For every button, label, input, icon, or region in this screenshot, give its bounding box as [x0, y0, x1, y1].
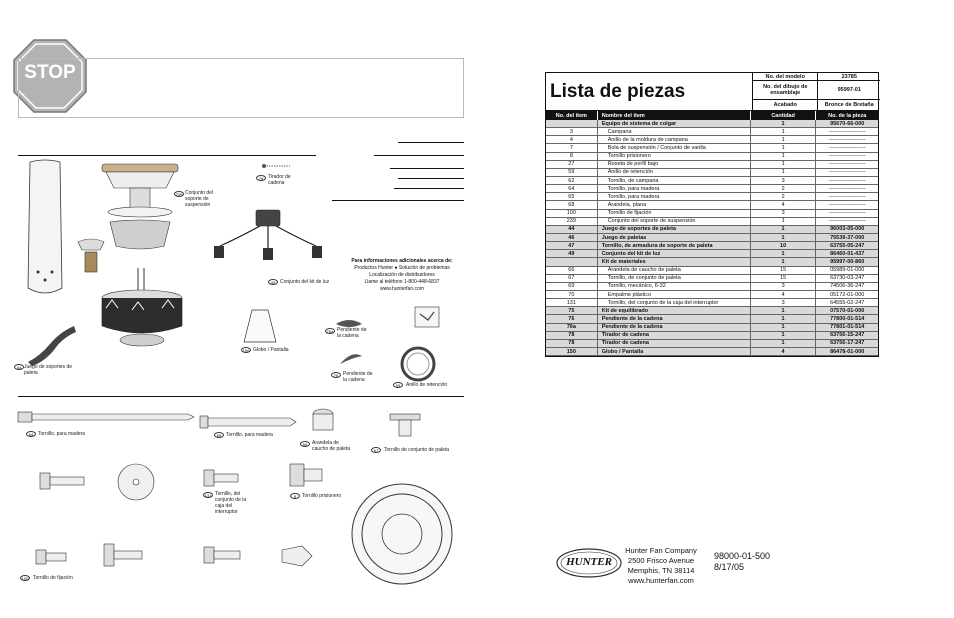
- cell-item-name: Globo / Pantalla: [598, 348, 751, 355]
- pendant-icon: [338, 352, 364, 366]
- cell-part-no: 86460-01-437: [830, 250, 865, 257]
- machine-screw-icon: [40, 472, 84, 490]
- table-row: [546, 275, 878, 283]
- table-row: [546, 315, 878, 323]
- table-row: [546, 161, 878, 169]
- table-row: [546, 291, 878, 299]
- table-row: [546, 299, 878, 307]
- fan-blade-drawing: [22, 160, 68, 300]
- table-header: [546, 73, 878, 111]
- low-profile-rosette-icon: [346, 478, 458, 590]
- table-row: [546, 128, 878, 136]
- switch-housing-screw-icon: [204, 468, 238, 488]
- table-row: [546, 201, 878, 209]
- cell-part-no: --------------------: [828, 218, 866, 225]
- table-row: [546, 348, 878, 356]
- cell-item-name: Equipo de sistema de colgar: [598, 120, 751, 127]
- blade-screw-label: Tornillo de conjunto de paleta: [384, 447, 450, 453]
- cell-part-no: --------------------: [828, 177, 866, 184]
- finish-row: [752, 100, 880, 110]
- section-divider: [18, 396, 464, 397]
- retaining-ring-label: Anillo de retención: [406, 382, 448, 388]
- flat-washer-icon: [116, 462, 156, 502]
- cell-qty: 1: [751, 250, 817, 257]
- table-row: [546, 153, 878, 161]
- table-row: [546, 324, 878, 332]
- cell-item-no: 78: [546, 332, 598, 339]
- cell-item-name: Anillo de la moldura de campana: [598, 136, 751, 143]
- cell-qty: 1: [751, 234, 817, 241]
- cell-item-name: Tornillo, de conjunto de paleta: [598, 275, 751, 282]
- doc-date: 8/17/05: [714, 562, 745, 572]
- cell-qty: 4: [751, 201, 817, 208]
- cell-part-no: --------------------: [828, 128, 866, 135]
- cell-part-no: 96003-05-000: [830, 226, 865, 233]
- info-heading: Para informaciones adicionales acerca de:: [351, 258, 453, 264]
- globe-label: Globo / Pantalla: [253, 347, 289, 353]
- cell-part-no: --------------------: [828, 153, 866, 160]
- cell-item-no: 8: [546, 153, 598, 160]
- cell-part-no: 77801-01-514: [830, 324, 865, 331]
- table-row: [546, 169, 878, 177]
- cell-item-no: 49: [546, 250, 598, 257]
- cell-qty: 1: [751, 226, 817, 233]
- info-line3: Llame al teléfono 1-800-448-6837: [364, 279, 440, 285]
- cell-qty: 2: [751, 193, 817, 200]
- pendant-label-2: Pendiente de la cadena: [343, 371, 373, 383]
- label-100: 100: [21, 576, 29, 581]
- table-row: [546, 144, 878, 152]
- cell-qty: 1: [751, 258, 817, 265]
- cell-item-no: 68: [546, 201, 598, 208]
- label-66: 66: [300, 441, 310, 447]
- cell-item-no: 65: [546, 193, 598, 200]
- cell-part-no: --------------------: [828, 185, 866, 192]
- cell-item-name: Kit de equilibrado: [598, 307, 751, 314]
- cell-item-no: [546, 258, 598, 265]
- company-street: 2500 Frisco Avenue: [627, 556, 695, 565]
- doc-number: 98000-01-500: [714, 551, 771, 561]
- table-row: [546, 332, 878, 340]
- table-row: [546, 340, 878, 348]
- table-row: [546, 283, 878, 291]
- wood-screw-short-icon: [200, 412, 296, 432]
- cell-qty: 3: [751, 177, 817, 184]
- cell-qty: 10: [751, 242, 817, 249]
- cell-qty: 1: [751, 120, 817, 127]
- label-150: 150: [242, 348, 250, 353]
- table-title: Lista de piezas: [550, 81, 686, 102]
- header-item-name: Nombre del ítem: [598, 111, 751, 120]
- finish-value: Bronce de Bretaña: [824, 102, 874, 108]
- cell-qty: 3: [751, 299, 817, 306]
- label-44: 44: [14, 364, 24, 370]
- cell-part-no: --------------------: [828, 201, 866, 208]
- cell-item-no: 100: [546, 210, 598, 217]
- label-64: 64: [26, 431, 36, 437]
- label-76a: 76a: [326, 329, 334, 334]
- info-line2: Localización de distribuidores: [369, 272, 435, 278]
- cell-qty: 1: [751, 161, 817, 168]
- cell-item-name: Tornillo, del conjunto de la caja del interruptor: [598, 299, 751, 306]
- cell-qty: 1: [751, 128, 817, 135]
- doc-info: [714, 551, 770, 573]
- wood-screw-long-icon: [18, 406, 194, 428]
- cell-item-no: 150: [546, 348, 598, 355]
- label-131: 131: [204, 493, 212, 498]
- table-row: [546, 234, 878, 242]
- label-65: 65: [214, 432, 224, 438]
- cell-item-no: 76a: [546, 324, 598, 331]
- table-row: [546, 177, 878, 185]
- cell-item-no: 3: [546, 128, 598, 135]
- cell-part-no: --------------------: [828, 210, 866, 217]
- cell-qty: 1: [751, 340, 817, 347]
- cell-part-no: 07570-01-000: [830, 307, 865, 314]
- drawing-value: 95997-01: [837, 87, 861, 93]
- cell-item-name: Juego de paletas: [598, 234, 751, 241]
- drawing-row: [752, 81, 880, 100]
- cell-item-name: Tirador de cadena: [598, 340, 751, 347]
- cell-item-no: 70: [546, 291, 598, 298]
- cell-item-name: Conjunto del kit de luz: [598, 250, 751, 257]
- light-kit-drawing: [208, 208, 328, 274]
- blank-line: [374, 155, 464, 156]
- blade-bracket-label: [16, 364, 78, 376]
- canopy-screw-icon: [104, 544, 142, 566]
- cell-part-no: --------------------: [828, 169, 866, 176]
- cell-part-no: 86478-01-000: [830, 348, 865, 355]
- parts-list-table: [545, 72, 879, 357]
- table-row: [546, 242, 878, 250]
- cell-part-no: --------------------: [828, 136, 866, 143]
- cell-qty: 2: [751, 185, 817, 192]
- cell-qty: 4: [751, 348, 817, 355]
- table-body: [546, 120, 878, 356]
- label-76: 76: [331, 372, 341, 378]
- table-column-headers: [546, 111, 878, 120]
- cell-item-name: Tornillo prisionero: [598, 153, 751, 160]
- table-row: [546, 250, 878, 258]
- company-web: www.hunterfan.com: [628, 576, 694, 585]
- cell-qty: 15: [751, 267, 817, 274]
- light-kit-label: Conjunto del kit de luz: [280, 279, 330, 285]
- blank-line: [332, 200, 464, 201]
- cell-item-name: Roseta de perfil bajo: [598, 161, 751, 168]
- cell-part-no: 74506-36-247: [830, 283, 865, 290]
- finish-label: Acabado: [753, 100, 818, 110]
- cell-item-name: Pendiente de la cadena: [598, 315, 751, 322]
- cell-item-name: Empalme plástico: [598, 291, 751, 298]
- rubber-washer-label: Arandela de caucho de paleta: [312, 440, 351, 452]
- info-block: [340, 258, 464, 293]
- cell-item-name: Campana: [598, 128, 751, 135]
- table-row: [546, 267, 878, 275]
- label-239: 239: [175, 192, 183, 197]
- cell-qty: 1: [751, 315, 817, 322]
- blade-screw-icon: [390, 412, 420, 438]
- cell-part-no: --------------------: [828, 144, 866, 151]
- label-8: 8: [290, 493, 300, 499]
- cell-item-no: 131: [546, 299, 598, 306]
- pull-chain-icon: [262, 160, 292, 172]
- cell-item-no: 69: [546, 283, 598, 290]
- blade-bracket-icon: [26, 322, 78, 366]
- cell-part-no: 63755-05-247: [830, 242, 865, 249]
- cell-qty: 3: [751, 210, 817, 217]
- blank-line: [390, 168, 464, 169]
- cell-qty: 1: [751, 169, 817, 176]
- cell-item-no: [546, 120, 598, 127]
- cell-part-no: 95997-00-860: [830, 258, 865, 265]
- blank-line: [398, 178, 464, 179]
- cell-qty: 15: [751, 275, 817, 282]
- cell-item-no: 76: [546, 315, 598, 322]
- table-row: [546, 258, 878, 266]
- model-row: [752, 73, 880, 81]
- cell-qty: 1: [751, 144, 817, 151]
- cell-qty: 3: [751, 283, 817, 290]
- model-meta: [752, 73, 880, 110]
- cell-item-name: Tirador de cadena: [598, 332, 751, 339]
- cell-item-name: Anillo de retención: [598, 169, 751, 176]
- canopy-drawing: [100, 160, 180, 255]
- info-products: Productos Hunter: [354, 265, 394, 271]
- blade-bracket-text: Juego de soportes de paleta: [24, 364, 73, 376]
- cell-item-name: Tornillo, de armadura de soporte de paleta: [598, 242, 751, 249]
- table-row: [546, 307, 878, 315]
- table-row: [546, 185, 878, 193]
- cell-part-no: --------------------: [828, 161, 866, 168]
- stop-label: STOP: [24, 62, 76, 83]
- cell-qty: 4: [751, 291, 817, 298]
- cell-item-name: Tornillo, mecánico, 6-32: [598, 283, 751, 290]
- table-row: [546, 136, 878, 144]
- model-label: No. del modelo: [753, 73, 818, 80]
- cell-qty: 1: [751, 324, 817, 331]
- label-59: 59: [393, 382, 403, 388]
- cell-part-no: 63730-03-247: [830, 275, 865, 282]
- table-row: [546, 210, 878, 218]
- cell-item-no: 75: [546, 307, 598, 314]
- table-row: [546, 193, 878, 201]
- cell-part-no: --------------------: [828, 193, 866, 200]
- table-row: [546, 218, 878, 226]
- cell-item-no: 62: [546, 177, 598, 184]
- cell-item-no: 4: [546, 136, 598, 143]
- cell-item-no: 46: [546, 234, 598, 241]
- cell-part-no: 75539-37-000: [830, 234, 865, 241]
- company-name: Hunter Fan Company: [625, 546, 697, 555]
- cell-item-no: 27: [546, 161, 598, 168]
- cell-item-name: Tornillo, para madera: [598, 185, 751, 192]
- cell-item-no: 7: [546, 144, 598, 151]
- set-screw-small-icon: [36, 548, 66, 566]
- cell-item-no: 239: [546, 218, 598, 225]
- cell-item-name: Arandela de caucho de paleta: [598, 267, 751, 274]
- cell-item-no: 59: [546, 169, 598, 176]
- cell-part-no: 05172-01-000: [830, 291, 865, 298]
- hunter-logo-text: HUNTER: [566, 556, 612, 568]
- company-address: [624, 546, 698, 586]
- cell-item-name: Pendiente de la cadena: [598, 324, 751, 331]
- cell-qty: 1: [751, 153, 817, 160]
- set-screw-icon: [290, 464, 322, 486]
- info-line4: www.hunterfan.com: [380, 286, 424, 292]
- wood-screw-label-2: Tornillo, para madera: [226, 432, 273, 438]
- cell-item-no: 78: [546, 340, 598, 347]
- table-row: [546, 226, 878, 234]
- wood-screw-label-1: Tornillo, para madera: [38, 431, 85, 437]
- cell-item-no: 44: [546, 226, 598, 233]
- wire-nut-icon: [282, 546, 312, 568]
- rubber-washer-icon: [312, 408, 334, 436]
- fixing-screw-label: Tornillo de fijación: [33, 575, 73, 581]
- cell-item-name: Juego de soportes de paleta: [598, 226, 751, 233]
- company-city: Memphis, TN 38114: [627, 566, 695, 575]
- cell-qty: 1: [751, 332, 817, 339]
- model-value: 23785: [841, 73, 857, 80]
- label-67: 67: [371, 447, 381, 453]
- blank-line: [398, 142, 464, 143]
- switch-housing-screw-label: Tornillo, del conjunto de la caja del interruptor: [215, 491, 247, 515]
- cell-part-no: 64555-02-247: [830, 299, 865, 306]
- cell-qty: 1: [751, 218, 817, 225]
- cell-item-name: Kit de materiales: [598, 258, 751, 265]
- info-line1: Productos Hunter ● Solución de problemas: [354, 265, 450, 271]
- cell-item-name: Tornillo de fijación: [598, 210, 751, 217]
- cell-item-name: Tornillo, para madera: [598, 193, 751, 200]
- header-item-no: No. del ítem: [546, 111, 598, 120]
- cell-item-name: Conjunto del soporte de suspensión: [598, 218, 751, 225]
- stop-notice-box: [18, 58, 464, 118]
- glass-shade-icon: [242, 308, 278, 344]
- hanging-bracket-label: Conjunto del soporte de suspensión: [185, 190, 214, 208]
- cell-part-no: 63756-15-247: [830, 332, 865, 339]
- motor-housing-drawing: [92, 268, 194, 358]
- cell-part-no: 05989-01-000: [830, 267, 865, 274]
- retaining-ring-icon: [400, 346, 436, 382]
- label-49: 49: [268, 279, 278, 285]
- table-row: [546, 120, 878, 128]
- divider-line: [18, 155, 316, 156]
- cell-item-no: 66: [546, 267, 598, 274]
- header-qty: Cantidad: [751, 111, 817, 120]
- cell-item-name: Tornillo, de campana: [598, 177, 751, 184]
- cell-item-no: 64: [546, 185, 598, 192]
- drawing-label: No. del dibujo de ensamblaje: [753, 81, 818, 99]
- set-screw-label: Tornillo prisionero: [302, 493, 342, 499]
- mech-screw-icon: [204, 546, 240, 564]
- header-part-no: No. de la pieza: [828, 112, 867, 119]
- cell-item-name: Arandela, plana: [598, 201, 751, 208]
- cell-part-no: 63756-17-247: [830, 340, 865, 347]
- balance-kit-icon: [414, 306, 440, 328]
- cell-item-no: 67: [546, 275, 598, 282]
- cell-qty: 1: [751, 136, 817, 143]
- cell-item-name: Bola de suspensión / Conjunto de varilla: [598, 144, 751, 151]
- cell-qty: 1: [751, 307, 817, 314]
- cell-part-no: 77800-01-514: [830, 315, 865, 322]
- chain-pull-label: Tirador de cadena: [268, 174, 291, 186]
- info-troubleshooting: Solución de problemas: [398, 265, 450, 271]
- label-78: 78: [256, 175, 266, 181]
- pendant-label-1: Pendiente de la cadena: [337, 327, 367, 339]
- cell-item-no: 47: [546, 242, 598, 249]
- cell-part-no: 95670-66-000: [830, 120, 865, 127]
- blank-line: [394, 188, 464, 189]
